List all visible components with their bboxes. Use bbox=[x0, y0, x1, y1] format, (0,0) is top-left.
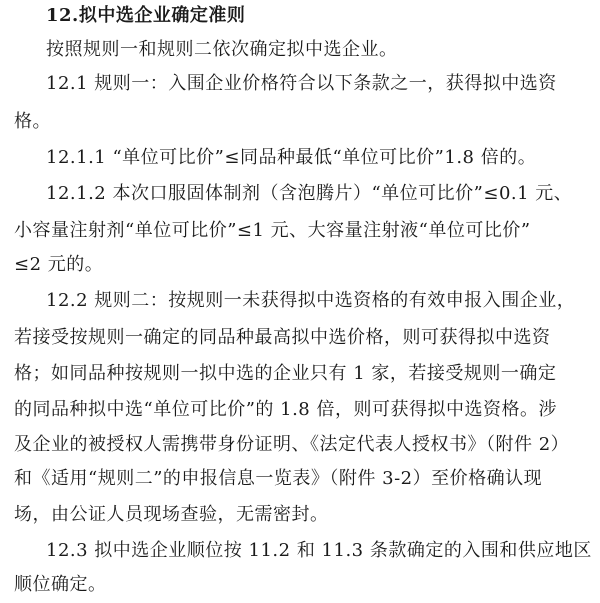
rule-1-1-paragraph: 12.1.1 “单位可比价”≤同品种最低“单位可比价”1.8 倍的。 bbox=[46, 147, 537, 168]
rule-2-line-3: 格；如同品种按规则一拟中选的企业只有 1 家，若接受规则一确定 bbox=[14, 363, 557, 384]
rule-1-line-1: 12.1 规则一：入围企业价格符合以下条款之一，获得拟中选资 bbox=[46, 73, 557, 94]
rule-1-2-line-1: 12.1.2 本次口服固体制剂（含泡腾片）“单位可比价”≤0.1 元、 bbox=[46, 183, 573, 204]
rule-2-line-1: 12.2 规则二：按规则一未获得拟中选资格的有效申报入围企业， bbox=[46, 290, 576, 311]
rule-2-line-5: 及企业的被授权人需携带身份证明、《法定代表人授权书》（附件 2） bbox=[14, 434, 570, 455]
rule-3-line-1: 12.3 拟中选企业顺位按 11.2 和 11.3 条款确定的入围和供应地区 bbox=[46, 540, 592, 561]
rule-2-line-6: 和《适用“规则二”的申报信息一览表》（附件 3-2）至价格确认现 bbox=[14, 468, 543, 489]
section-heading: 12.拟中选企业确定准则 bbox=[46, 5, 246, 26]
rule-1-2-line-3: ≤2 元的。 bbox=[14, 254, 104, 275]
rule-1-line-2: 格。 bbox=[14, 111, 51, 132]
rule-2-line-7: 场，由公证人员现场查验，无需密封。 bbox=[14, 504, 329, 525]
intro-paragraph: 按照规则一和规则二依次确定拟中选企业。 bbox=[46, 39, 398, 60]
rule-2-line-4: 的同品种拟中选“单位可比价”的 1.8 倍，则可获得拟中选资格。涉 bbox=[14, 399, 557, 420]
rule-3-line-2: 顺位确定。 bbox=[14, 574, 107, 595]
rule-1-2-line-2: 小容量注射剂“单位可比价”≤1 元、大容量注射液“单位可比价” bbox=[14, 220, 531, 241]
rule-2-line-2: 若接受按规则一确定的同品种最高拟中选价格，则可获得拟中选资 bbox=[14, 327, 551, 348]
